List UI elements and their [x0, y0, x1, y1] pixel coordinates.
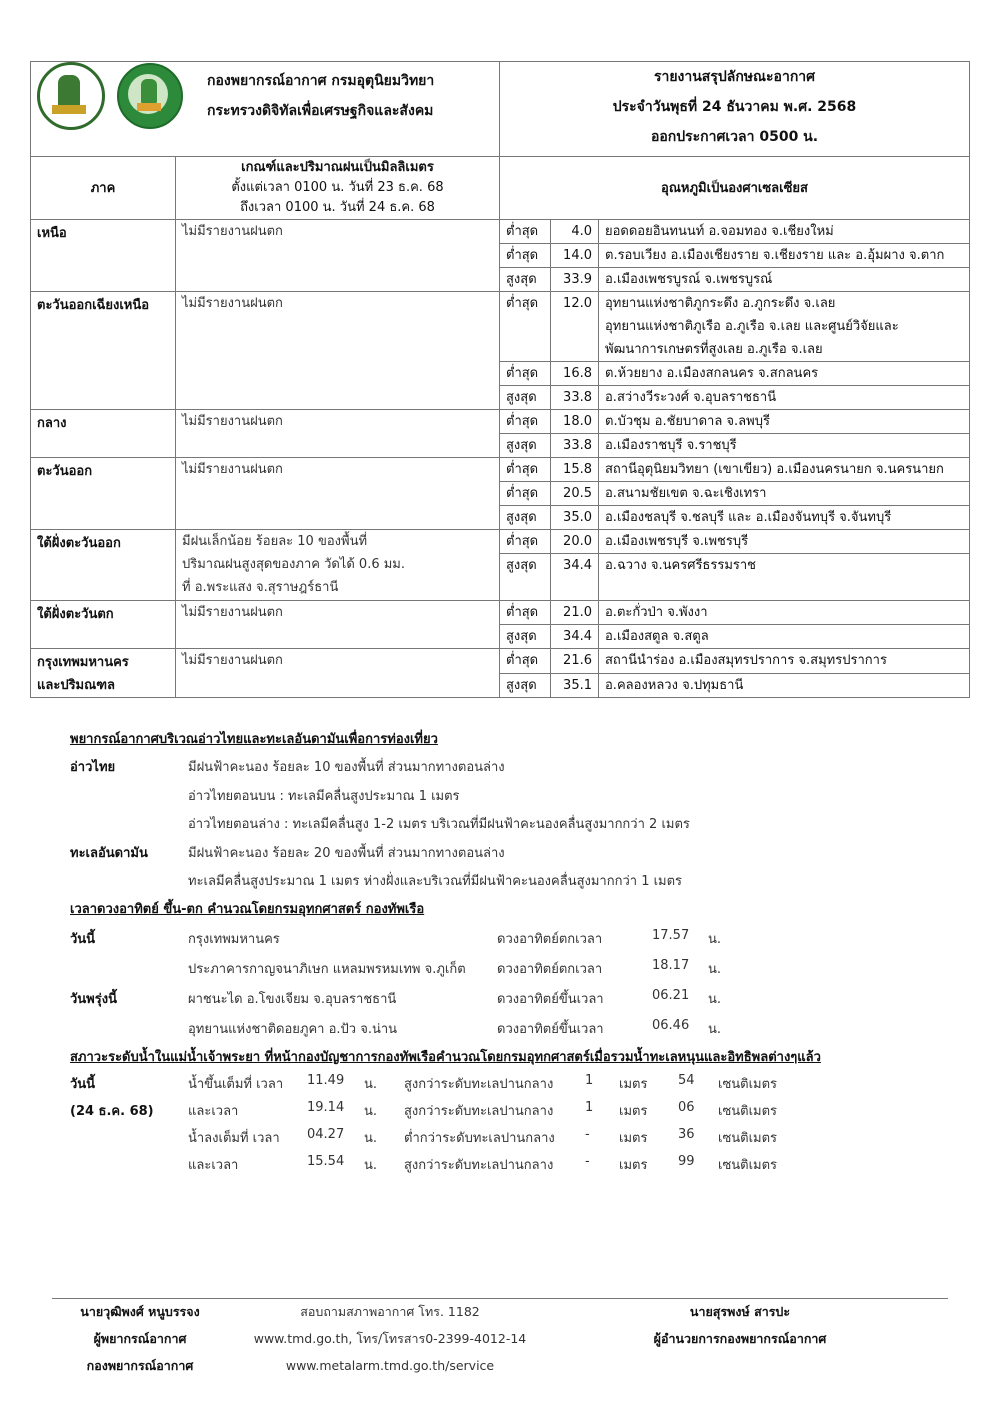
- contact-block: [240, 1298, 540, 1379]
- place-line: สถานีอุตุนิยมวิทยา (เขาเขียว) อ.เมืองนครนายก จ.นครนายก: [605, 462, 944, 477]
- tide-reference: สูงกว่าระดับทะเลปานกลาง: [404, 1158, 554, 1173]
- rain-line: มีฝนเล็กน้อย ร้อยละ 10 ของพื้นที่: [182, 534, 368, 549]
- temp-type: ต่ำสุด: [500, 292, 551, 362]
- temp-value: 35.1: [551, 673, 599, 698]
- table-row: [31, 410, 970, 434]
- weather-summary-table: [30, 61, 970, 698]
- temp-place: [599, 386, 970, 410]
- col-temp-header: อุณหภูมิเป็นองศาเซลเซียส: [500, 157, 970, 220]
- rain-line: ไม่มีรายงานฝนตก: [182, 224, 283, 239]
- temp-value: 21.0: [551, 601, 599, 625]
- region-rain: [176, 410, 500, 458]
- temp-place: [599, 673, 970, 698]
- tide-label: และเวลา: [188, 1104, 239, 1119]
- sun-event: ดวงอาทิตย์ขึ้นเวลา: [497, 1022, 604, 1037]
- sun-unit: น.: [708, 932, 722, 947]
- tide-cm-unit: เซนติเมตร: [718, 1131, 778, 1146]
- temp-value: 14.0: [551, 244, 599, 268]
- temp-place: [599, 506, 970, 530]
- temp-place: [599, 649, 970, 674]
- header-org-cell: [31, 62, 500, 157]
- ministry-name: กระทรวงดิจิทัลเพื่อเศรษฐกิจและสังคม: [207, 103, 434, 119]
- rain-line: ปริมาณฝนสูงสุดของภาค วัดได้ 0.6 มม.: [182, 557, 405, 572]
- place-line: สถานีนำร่อง อ.เมืองสมุทรปราการ จ.สมุทรปราการ: [605, 653, 887, 668]
- tide-cm-unit: เซนติเมตร: [718, 1158, 778, 1173]
- region-rain: [176, 220, 500, 292]
- tide-centimeters: 54: [678, 1073, 695, 1088]
- temp-place: [599, 244, 970, 268]
- forecaster-name: นายวุฒิพงศ์ หนูบรรจง: [80, 1304, 200, 1319]
- region-name-line: กรุงเทพมหานคร: [37, 655, 129, 670]
- temp-type: สูงสุด: [500, 506, 551, 530]
- table-row: [31, 292, 970, 362]
- tide-day-label: วันนี้: [70, 1077, 96, 1092]
- col-rain-header: [176, 157, 500, 220]
- tide-meter-unit: เมตร: [619, 1077, 648, 1092]
- region-name-line: และปริมณฑล: [37, 678, 115, 693]
- region-name: ใต้ฝั่งตะวันตก: [31, 601, 176, 649]
- temp-type: ต่ำสุด: [500, 601, 551, 625]
- sun-event: ดวงอาทิตย์ขึ้นเวลา: [497, 992, 604, 1007]
- contact-phone: สอบถามสภาพอากาศ โทร. 1182: [300, 1304, 480, 1319]
- sun-time: 06.21: [652, 988, 690, 1003]
- table-row: [31, 220, 970, 244]
- region-name: ตะวันออกเฉียงเหนือ: [31, 292, 176, 410]
- temp-place: [599, 458, 970, 482]
- contact-website[interactable]: www.tmd.go.th, โทร/โทรสาร0-2399-4012-14: [253, 1331, 527, 1346]
- sun-event: ดวงอาทิตย์ตกเวลา: [497, 962, 603, 977]
- ministry-logo: [37, 62, 105, 130]
- temp-place: [599, 554, 970, 601]
- col-region-header: ภาค: [31, 157, 176, 220]
- sun-event: ดวงอาทิตย์ตกเวลา: [497, 932, 603, 947]
- tide-unit: น.: [364, 1077, 378, 1092]
- table-row: [31, 458, 970, 482]
- tide-label: และเวลา: [188, 1158, 239, 1173]
- sun-day-label: วันนี้: [70, 932, 96, 947]
- temp-type: ต่ำสุด: [500, 649, 551, 674]
- temp-place: [599, 530, 970, 554]
- place-line: อ.เมืองสตูล จ.สตูล: [605, 629, 709, 644]
- temp-value: 20.0: [551, 530, 599, 554]
- tide-unit: น.: [364, 1104, 378, 1119]
- rain-title: เกณฑ์และปริมาณฝนเป็นมิลลิเมตร: [241, 160, 434, 175]
- forecaster-block: [50, 1298, 230, 1379]
- table-row: [31, 530, 970, 554]
- temp-value: 33.8: [551, 434, 599, 458]
- place-line: ยอดดอยอินทนนท์ อ.จอมทอง จ.เชียงใหม่: [605, 224, 834, 239]
- temp-value: 35.0: [551, 506, 599, 530]
- sun-unit: น.: [708, 962, 722, 977]
- tide-meters: -: [585, 1154, 590, 1169]
- marine-line: มีฝนฟ้าคะนอง ร้อยละ 20 ของพื้นที่ ส่วนมากทางตอนล่าง: [188, 845, 505, 861]
- region-rain: [176, 292, 500, 410]
- marine-line: อ่าวไทยตอนล่าง : ทะเลมีคลื่นสูง 1-2 เมตร บริเวณที่มีฝนฟ้าคะนองคลื่นสูงมากกว่า 2 เมตร: [188, 817, 690, 832]
- marine-line: ทะเลมีคลื่นสูงประมาณ 1 เมตร ห่างฝั่งและบริเวณที่มีฝนฟ้าคะนองคลื่นสูงมากกว่า 1 เมตร: [188, 874, 683, 889]
- rain-line: ไม่มีรายงานฝนตก: [182, 414, 283, 429]
- place-line: อ.เมืองราชบุรี จ.ราชบุรี: [605, 438, 737, 453]
- temp-type: สูงสุด: [500, 554, 551, 601]
- tide-meters: 1: [585, 1073, 594, 1088]
- director-block: [600, 1298, 880, 1352]
- tide-time: 15.54: [307, 1154, 345, 1169]
- tide-meter-unit: เมตร: [619, 1158, 648, 1173]
- sun-section-title: เวลาดวงอาทิตย์ ขึ้น-ตก คำนวณโดยกรมอุทกศาสตร์ กองทัพเรือ: [70, 902, 425, 917]
- tide-label: น้ำลงเต็มที่ เวลา: [188, 1131, 280, 1146]
- temp-value: 21.6: [551, 649, 599, 674]
- temp-type: ต่ำสุด: [500, 244, 551, 268]
- place-line: พัฒนาการเกษตรที่สูงเลย อ.ภูเรือ จ.เลย: [605, 342, 823, 357]
- temp-value: 33.9: [551, 268, 599, 292]
- org-name: กองพยากรณ์อากาศ กรมอุตุนิยมวิทยา: [207, 73, 435, 89]
- temp-type: สูงสุด: [500, 434, 551, 458]
- tide-meter-unit: เมตร: [619, 1131, 648, 1146]
- sun-place: กรุงเทพมหานคร: [188, 932, 280, 947]
- sun-place: อุทยานแห่งชาติดอยภูคา อ.ปัว จ.น่าน: [188, 1022, 398, 1037]
- temp-place: [599, 482, 970, 506]
- temp-value: 20.5: [551, 482, 599, 506]
- tide-unit: น.: [364, 1158, 378, 1173]
- tide-meters: 1: [585, 1100, 594, 1115]
- temp-place: [599, 625, 970, 649]
- tide-unit: น.: [364, 1131, 378, 1146]
- tide-cm-unit: เซนติเมตร: [718, 1104, 778, 1119]
- tide-meters: -: [585, 1127, 590, 1142]
- place-line: อ.คลองหลวง จ.ปทุมธานี: [605, 677, 744, 693]
- table-row: [31, 601, 970, 625]
- temp-place: [599, 220, 970, 244]
- contact-service-link[interactable]: www.metalarm.tmd.go.th/service: [285, 1358, 495, 1373]
- temp-type: สูงสุด: [500, 625, 551, 649]
- sun-unit: น.: [708, 1022, 722, 1037]
- temp-value: 34.4: [551, 625, 599, 649]
- marine-area-label: ทะเลอันดามัน: [70, 845, 148, 861]
- tide-reference: สูงกว่าระดับทะเลปานกลาง: [404, 1104, 554, 1119]
- marine-section-title: พยากรณ์อากาศบริเวณอ่าวไทยและทะเลอันดามันเพื่อการท่องเที่ยว: [70, 732, 438, 747]
- place-line: ต.บัวชุม อ.ชัยบาดาล จ.ลพบุรี: [605, 414, 770, 429]
- place-line: อ.เมืองชลบุรี จ.ชลบุรี และ อ.เมืองจันทบุรี จ.จันทบุรี: [605, 510, 892, 525]
- sun-place: ผาชนะได อ.โขงเจียม จ.อุบลราชธานี: [188, 992, 397, 1007]
- place-line: อ.เมืองเพชรบูรณ์ จ.เพชรบูรณ์: [605, 272, 773, 287]
- sun-time: 18.17: [652, 958, 690, 973]
- temp-type: ต่ำสุด: [500, 220, 551, 244]
- tide-section-title: สภาวะระดับน้ำในแม่น้ำเจ้าพระยา ที่หน้ากองบัญชาการกองทัพเรือคำนวณโดยกรมอุทกศาสตร์เมื่อรวมน้ำทะเลหนุนและอิทธิพลต่างๆแล้ว: [70, 1050, 821, 1065]
- temp-type: สูงสุด: [500, 386, 551, 410]
- tide-meter-unit: เมตร: [619, 1104, 648, 1119]
- temp-place: [599, 434, 970, 458]
- temp-type: ต่ำสุด: [500, 458, 551, 482]
- sun-day-label: วันพรุ่งนี้: [70, 992, 117, 1007]
- place-line: ต.รอบเวียง อ.เมืองเชียงราย จ.เชียงราย และ อ.อุ้มผาง จ.ตาก: [605, 248, 945, 263]
- temp-place: [599, 268, 970, 292]
- tide-reference: ต่ำกว่าระดับทะเลปานกลาง: [404, 1131, 555, 1146]
- temp-value: 18.0: [551, 410, 599, 434]
- tide-centimeters: 36: [678, 1127, 695, 1142]
- sun-time: 06.46: [652, 1018, 690, 1033]
- sun-time: 17.57: [652, 928, 690, 943]
- tide-time: 04.27: [307, 1127, 345, 1142]
- temp-type: ต่ำสุด: [500, 482, 551, 506]
- place-line: อ.ตะกั่วป่า จ.พังงา: [605, 605, 708, 620]
- tide-time: 11.49: [307, 1073, 345, 1088]
- place-line: อุทยานแห่งชาติภูกระดึง อ.ภูกระดึง จ.เลย: [605, 296, 836, 311]
- temp-place: [599, 362, 970, 386]
- tide-cm-unit: เซนติเมตร: [718, 1077, 778, 1092]
- region-name: ใต้ฝั่งตะวันออก: [31, 530, 176, 601]
- temp-value: 16.8: [551, 362, 599, 386]
- tide-reference: สูงกว่าระดับทะเลปานกลาง: [404, 1077, 554, 1092]
- temp-type: สูงสุด: [500, 673, 551, 698]
- temp-value: 15.8: [551, 458, 599, 482]
- header-title-cell: [500, 62, 970, 157]
- report-date: ประจำวันพุธที่ 24 ธันวาคม พ.ศ. 2568: [612, 99, 857, 115]
- region-name: ตะวันออก: [31, 458, 176, 530]
- region-name: เหนือ: [31, 220, 176, 292]
- temp-value: 33.8: [551, 386, 599, 410]
- rain-line: ที่ อ.พระแสง จ.สุราษฎร์ธานี: [182, 580, 339, 595]
- place-line: อ.เมืองเพชรบุรี จ.เพชรบุรี: [605, 534, 749, 549]
- director-role: ผู้อำนวยการกองพยากรณ์อากาศ: [653, 1331, 827, 1346]
- place-line: [605, 577, 963, 600]
- rain-to: ถึงเวลา 0100 น. วันที่ 24 ธ.ค. 68: [240, 200, 435, 215]
- issue-time: ออกประกาศเวลา 0500 น.: [650, 129, 819, 145]
- tide-label: น้ำขึ้นเต็มที่ เวลา: [188, 1077, 284, 1092]
- temp-type: สูงสุด: [500, 268, 551, 292]
- tide-centimeters: 99: [678, 1154, 695, 1169]
- temp-value: 34.4: [551, 554, 599, 601]
- temp-place: [599, 292, 970, 362]
- temp-type: ต่ำสุด: [500, 410, 551, 434]
- region-rain: [176, 601, 500, 649]
- temp-type: ต่ำสุด: [500, 530, 551, 554]
- place-line: อ.สนามชัยเขต จ.ฉะเชิงเทรา: [605, 486, 767, 501]
- sun-place: ประภาคารกาญจนาภิเษก แหลมพรหมเทพ จ.ภูเก็ต: [188, 962, 466, 977]
- marine-line: มีฝนฟ้าคะนอง ร้อยละ 10 ของพื้นที่ ส่วนมากทางตอนล่าง: [188, 760, 505, 775]
- region-rain: [176, 649, 500, 698]
- place-line: อ.สว่างวีระวงศ์ จ.อุบลราชธานี: [605, 390, 777, 405]
- tmd-logo: [117, 63, 183, 129]
- rain-line: ไม่มีรายงานฝนตก: [182, 605, 283, 620]
- report-title: รายงานสรุปลักษณะอากาศ: [653, 69, 816, 85]
- marine-line: อ่าวไทยตอนบน : ทะเลมีคลื่นสูงประมาณ 1 เมตร: [188, 788, 460, 804]
- rain-line: ไม่มีรายงานฝนตก: [182, 462, 283, 477]
- forecaster-role: ผู้พยากรณ์อากาศ: [93, 1331, 187, 1346]
- table-row: [31, 649, 970, 674]
- temp-place: [599, 410, 970, 434]
- place-line: ต.ห้วยยาง อ.เมืองสกลนคร จ.สกลนคร: [605, 366, 819, 381]
- temp-value: 4.0: [551, 220, 599, 244]
- rain-line: ไม่มีรายงานฝนตก: [182, 296, 283, 311]
- tide-time: 19.14: [307, 1100, 345, 1115]
- temp-place: [599, 601, 970, 625]
- temp-value: 12.0: [551, 292, 599, 362]
- tide-date-label: (24 ธ.ค. 68): [70, 1104, 154, 1119]
- rain-from: ตั้งแต่เวลา 0100 น. วันที่ 23 ธ.ค. 68: [231, 180, 444, 195]
- marine-area-label: อ่าวไทย: [70, 760, 116, 775]
- region-rain: [176, 530, 500, 601]
- region-rain: [176, 458, 500, 530]
- temp-type: ต่ำสุด: [500, 362, 551, 386]
- place-line: อ.ฉวาง จ.นครศรีธรรมราช: [605, 558, 756, 573]
- place-line: อุทยานแห่งชาติภูเรือ อ.ภูเรือ จ.เลย และศูนย์วิจัยและ: [605, 319, 899, 334]
- sun-unit: น.: [708, 992, 722, 1007]
- region-name: [31, 649, 176, 698]
- region-name: กลาง: [31, 410, 176, 458]
- tide-centimeters: 06: [678, 1100, 695, 1115]
- director-name: นายสุรพงษ์ สารปะ: [689, 1304, 791, 1319]
- rain-line: ไม่มีรายงานฝนตก: [182, 653, 283, 668]
- forecaster-dept: กองพยากรณ์อากาศ: [86, 1358, 194, 1373]
